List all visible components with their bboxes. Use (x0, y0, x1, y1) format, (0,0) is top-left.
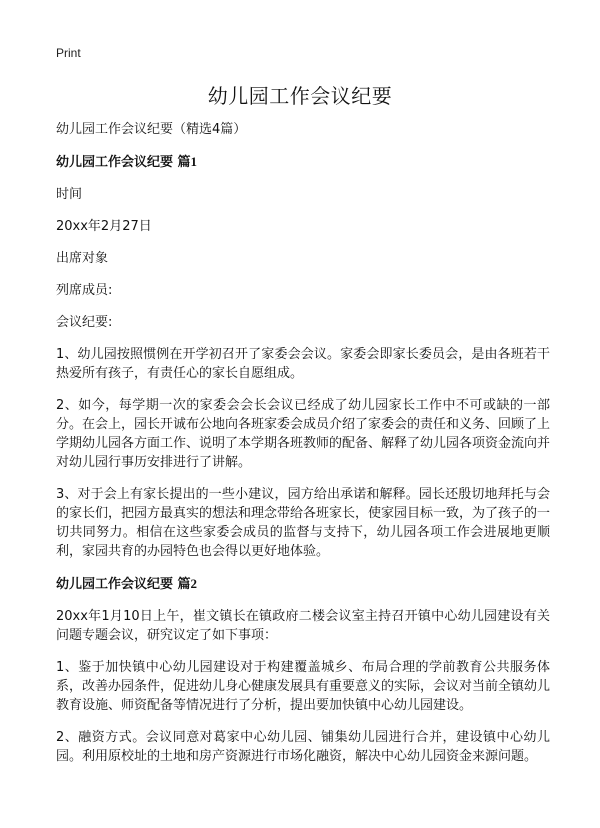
section-heading-2 (56, 574, 550, 594)
section-heading-1 (56, 152, 550, 172)
section2-intro: 20xx年1月10日上午，崔文镇长在镇政府二楼会议室主持召开镇中心幼儿园建设有关问题专题会议，研究议定了如下事项： (56, 609, 550, 643)
time-label: 时间 (56, 187, 83, 202)
section2-paragraph-1: 1、鉴于加快镇中心幼儿园建设对于构建覆盖城乡、布局合理的学前教育公共服务体系，改善办园条件，促进幼儿身心健康发展具有重要意义的实际，会议对当前全镇幼儿教育设施、师资配备等情况进行了分析，提出要加快镇中心幼儿园建设。 (56, 660, 551, 713)
document-subtitle: 幼儿园工作会议纪要（精选4篇） (56, 122, 247, 137)
members-label: 列席成员: (56, 283, 113, 298)
section-heading-1-number: 1 (190, 154, 198, 169)
document-title: 幼儿园工作会议纪要 (207, 84, 393, 108)
document-body (56, 120, 550, 779)
print-label: Print (56, 46, 81, 60)
section1-paragraph-2: 2、如今，每学期一次的家委会会长会议已经成了幼儿园家长工作中不可或缺的一部分。在会上，园长开诚布公地向各班家委会成员介绍了家委会的责任和义务、回顾了上学期幼儿园各方面工作、说明了本学期各班教师的配备、解释了幼儿园各项资金流向并对幼儿园行事历安排进行了讲解。 (56, 398, 551, 470)
section2-paragraph-2: 2、融资方式。会议同意对葛家中心幼儿园、铺集幼儿园进行合并，建设镇中心幼儿园。利用原校址的土地和房产资源进行市场化融资，解决中心幼儿园资金来源问题。 (56, 730, 550, 764)
meeting-date: 20xx年2月27日 (56, 219, 152, 234)
section-heading-1-text: 幼儿园工作会议纪要 篇 (56, 155, 191, 170)
section1-paragraph-1: 1、幼儿园按照惯例在开学初召开了家委会会议。家委会即家长委员会，是由各班若干热爱所有孩子，有责任心的家长自愿组成。 (56, 347, 550, 381)
section1-paragraph-3: 3、对于会上有家长提出的一些小建议，园方给出承诺和解释。园长还殷切地拜托与会的家长们，把园方最真实的想法和理念带给各班家长，使家园目标一致，为了孩子的一切共同努力。相信在这些家委会成员的监督与支持下，幼儿园各项工作会进展地更顺利，家园共育的办园特色也会得以更好地体验。 (56, 487, 551, 559)
section-heading-2-number: 2 (190, 576, 198, 591)
minutes-label: 会议纪要: (56, 315, 113, 330)
attendees-label: 出席对象 (56, 251, 109, 266)
section-heading-2-text: 幼儿园工作会议纪要 篇 (56, 577, 191, 592)
